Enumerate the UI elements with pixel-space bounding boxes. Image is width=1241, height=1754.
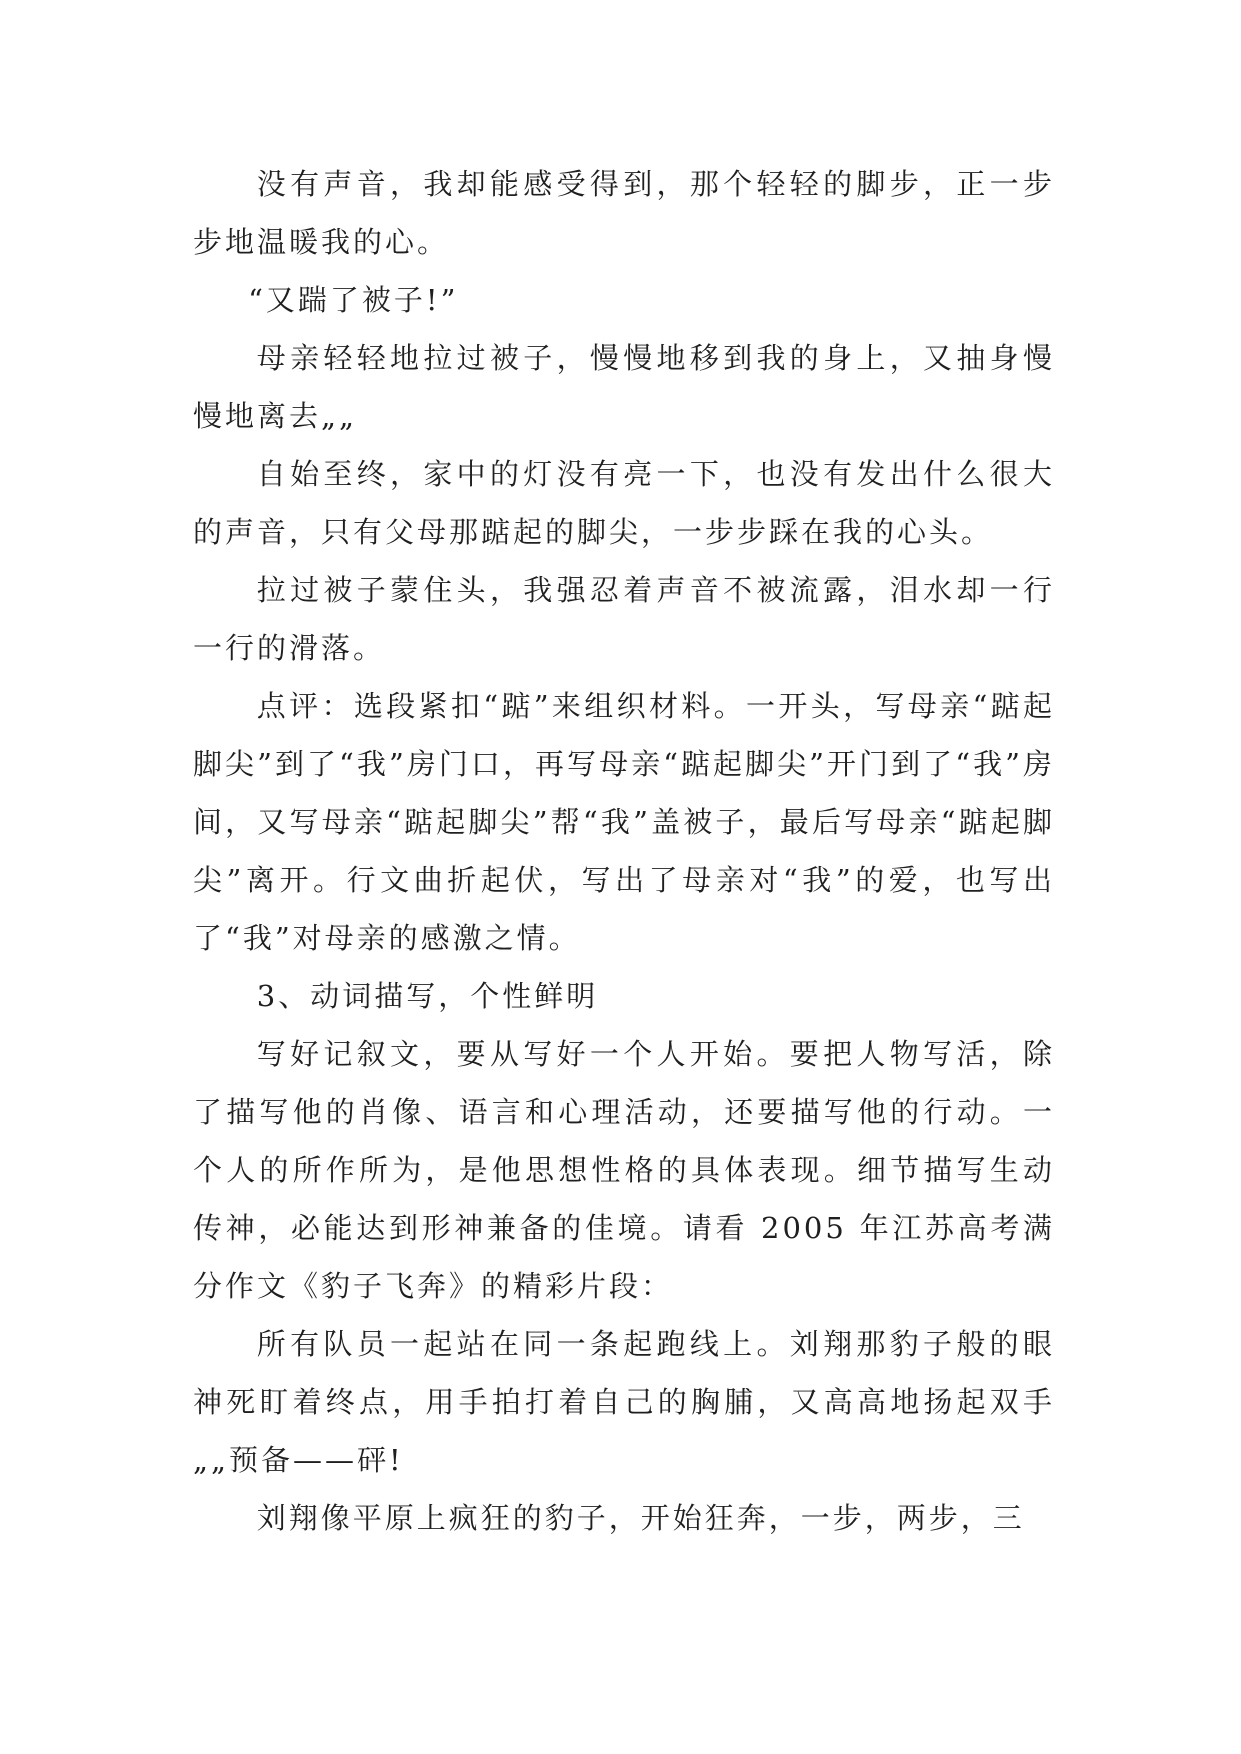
paragraph-writing-narrative: 写好记叙文，要从写好一个人开始。要把人物写活，除了描写他的肖像、语言和心理活动，还要描写他的行动。一个人的所作所为，是他思想性格的具体表现。细节描写生动传神，必能达到形神兼备的佳境。请看 2005 年江苏高考满分作文《豹子飞奔》的精彩片段： xyxy=(193,1037,1055,1303)
paragraph-liu-xiang-runs: 刘翔像平原上疯狂的豹子，开始狂奔，一步，两步，三 xyxy=(256,1501,1025,1535)
section-heading-verb-description: 3、动词描写，个性鲜明 xyxy=(256,979,599,1013)
paragraph-quote-kicked-quilt: “又踹了被子!” xyxy=(248,283,459,317)
paragraph-mother-pulls-quilt: 母亲轻轻地拉过被子，慢慢地移到我的身上，又抽身慢慢地离去„„ xyxy=(193,341,1055,433)
paragraph-warm-steps: 没有声音，我却能感受得到，那个轻轻的脚步，正一步步地温暖我的心。 xyxy=(193,167,1055,259)
document-body xyxy=(193,155,1055,1547)
paragraph-commentary: 点评：选段紧扣“踮”来组织材料。一开头，写母亲“踮起脚尖”到了“我”房门口，再写母亲“踮起脚尖”开门到了“我”房间，又写母亲“踮起脚尖”帮“我”盖被子，最后写母亲“踮起脚尖”离开。行文曲折起伏，写出了母亲对“我”的爱，也写出了“我”对母亲的感激之情。 xyxy=(193,689,1055,955)
paragraph-from-start-to-end: 自始至终，家中的灯没有亮一下，也没有发出什么很大的声音，只有父母那踮起的脚尖，一步步踩在我的心头。 xyxy=(193,457,1055,549)
paragraph-starting-line: 所有队员一起站在同一条起跑线上。刘翔那豹子般的眼神死盯着终点，用手拍打着自己的胸脯，又高高地扬起双手„„预备——砰! xyxy=(193,1327,1055,1477)
paragraph-tears-falling: 拉过被子蒙住头，我强忍着声音不被流露，泪水却一行一行的滑落。 xyxy=(193,573,1055,665)
